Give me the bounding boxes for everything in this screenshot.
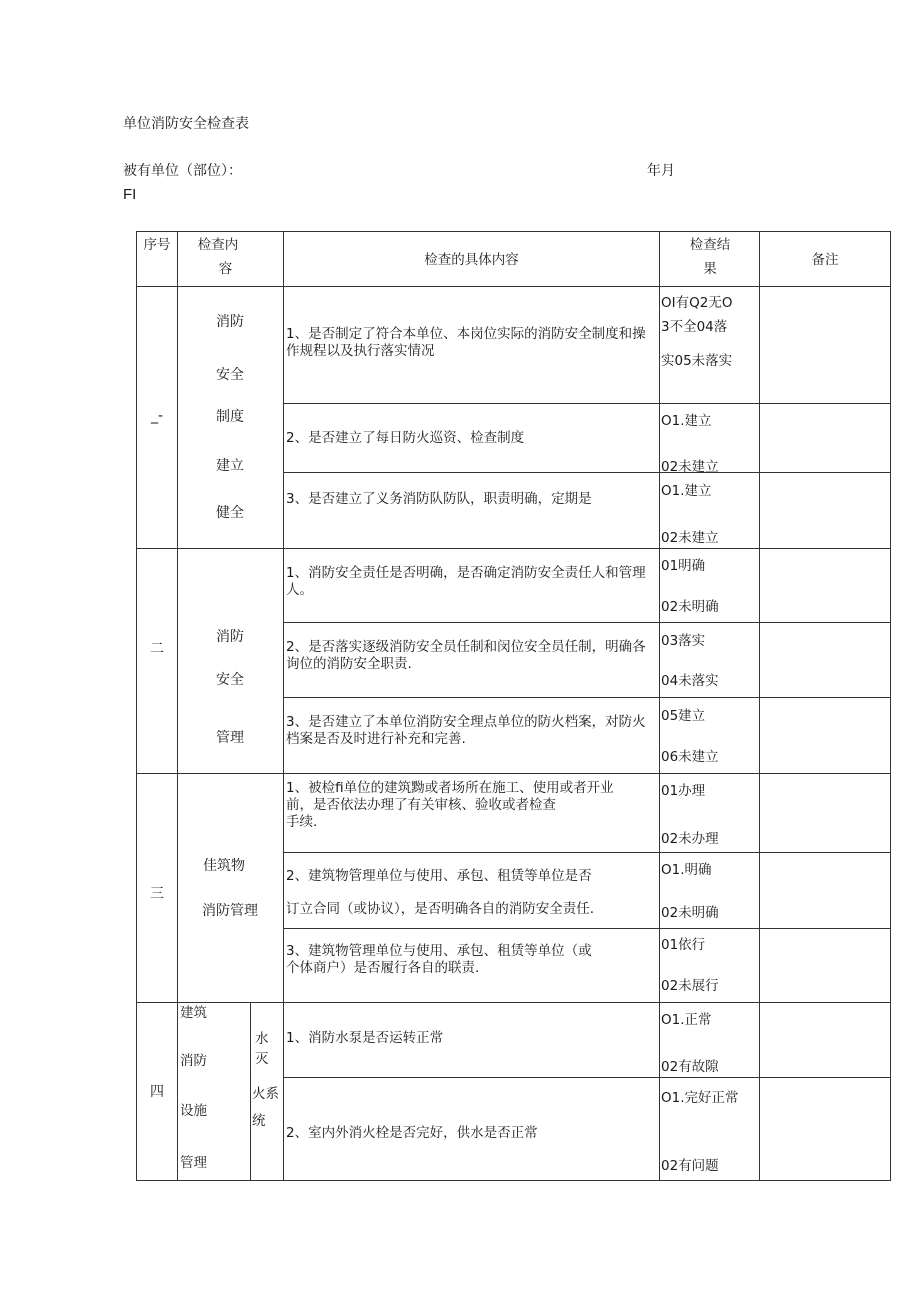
- section-divider: [136, 773, 891, 774]
- subcategory-divider: [250, 1002, 251, 1181]
- section-category: 制度: [216, 409, 244, 425]
- check-item-content: [286, 780, 658, 831]
- row-divider: [283, 622, 891, 623]
- check-result-option: O1.建立: [661, 413, 712, 429]
- header-content: 检查的具体内容: [424, 252, 519, 268]
- content-line: 1、被检fi单位的建筑黝或者场所在施工、使用或者开业: [286, 780, 614, 796]
- check-item-content: 1、消防水泵是否运转正常: [286, 1030, 444, 1046]
- row-divider: [283, 852, 891, 853]
- section-seq: 四: [150, 1084, 164, 1100]
- section-category: 管理: [216, 730, 244, 746]
- section-seq: _-: [150, 408, 164, 424]
- check-item-content: 2、是否建立了每日防火巡资、检查制度: [286, 430, 525, 446]
- section-category: 建筑: [180, 1005, 207, 1021]
- content-line: 前，是否依法办理了有关审核、验收或者检查: [286, 797, 556, 813]
- section-category: 安全: [216, 672, 244, 688]
- content-line: 手续.: [286, 814, 318, 830]
- table-border-left: [136, 231, 137, 1181]
- check-result-option: 04未落实: [661, 673, 719, 689]
- check-result-option: OI有Q2无O: [661, 295, 733, 311]
- check-result-option: 实05未落实: [661, 353, 733, 369]
- check-result-option: 02未建立: [661, 459, 719, 475]
- section-category: 管理: [180, 1155, 207, 1171]
- section-divider: [136, 1002, 891, 1003]
- table-border-bottom: [136, 1180, 891, 1181]
- section-category: 消防: [180, 1053, 207, 1069]
- section-seq: 二: [150, 641, 164, 657]
- subcategory-label: 水: [255, 1031, 269, 1047]
- row-divider: [283, 928, 891, 929]
- check-item-content: 2、室内外消火栓是否完好，供水是否正常: [286, 1125, 538, 1141]
- check-result-option: 02未明确: [661, 599, 719, 615]
- check-item-content: 1、消防安全责任是否明确，是否确定消防安全责任人和管理人。: [286, 565, 646, 598]
- section-category: 消防: [216, 314, 244, 330]
- section-category: 消防管理: [202, 903, 258, 919]
- row-divider: [283, 1077, 891, 1078]
- row-divider: [283, 403, 891, 404]
- table-col-divider: [283, 231, 284, 1181]
- content-line: 订立合同（或协议），是否明确各自的消防安全责任.: [286, 901, 595, 917]
- section-divider: [136, 548, 891, 549]
- check-result-option: 05建立: [661, 708, 706, 724]
- check-item-content: [286, 943, 658, 977]
- check-item-content: 3、是否建立了本单位消防安全理点单位的防火档案，对防火档案是否及时进行补充和完善.: [286, 714, 646, 747]
- check-result-option: 02未展行: [661, 978, 719, 994]
- check-result-option: 02未明确: [661, 905, 719, 921]
- section-category: 设施: [180, 1103, 207, 1119]
- check-result-option: O1.建立: [661, 483, 712, 499]
- check-result-option: 02未建立: [661, 530, 719, 546]
- check-result-option: 02有问题: [661, 1158, 719, 1174]
- check-result-option: 01依行: [661, 937, 706, 953]
- row-divider: [283, 697, 891, 698]
- check-result-option: 01明确: [661, 558, 706, 574]
- check-result-option: 03落实: [661, 633, 706, 649]
- header-result-line2: 果: [703, 261, 717, 277]
- check-result-option: 02未办理: [661, 831, 719, 847]
- table-border-top: [136, 231, 891, 232]
- check-result-option: 06未建立: [661, 749, 719, 765]
- check-result-option: O1.正常: [661, 1012, 712, 1028]
- subcategory-label: 灭: [255, 1051, 269, 1067]
- subcategory-label: 火系: [252, 1086, 279, 1102]
- header-notes: 备注: [811, 252, 839, 268]
- section-category: 安全: [216, 367, 244, 383]
- fi-text: FI: [123, 186, 137, 203]
- section-category: 消防: [216, 629, 244, 645]
- header-category-line1: 检查内: [197, 237, 239, 253]
- table-col-divider: [659, 231, 660, 1181]
- content-line: 3、建筑物管理单位与使用、承包、租赁等单位（或: [286, 943, 592, 959]
- content-line: 个体商户）是否履行各自的联责.: [286, 960, 480, 976]
- check-item-content: 1、是否制定了符合本单位、本岗位实际的消防安全制度和操作规程以及执行落实情况: [286, 326, 646, 359]
- section-category: 佳筑物: [203, 858, 245, 874]
- row-divider: [283, 472, 891, 473]
- check-item-content: 2、是否落实逐级消防安全员任制和闵位安全员任制，明确各询位的消防安全职责.: [286, 639, 646, 672]
- content-line: 2、建筑物管理单位与使用、承包、租赁等单位是否: [286, 868, 592, 884]
- check-result-option: 02有故隙: [661, 1059, 719, 1075]
- table-col-divider: [759, 231, 760, 1181]
- document-title: 单位消防安全检查表: [123, 116, 249, 132]
- check-result-option: 3不全04落: [661, 319, 728, 335]
- subcategory-label: 统: [252, 1113, 266, 1129]
- section-seq: 三: [150, 886, 164, 902]
- date-label: 年月: [647, 163, 675, 179]
- header-divider: [136, 286, 891, 287]
- check-result-option: O1.明确: [661, 862, 712, 878]
- inspected-unit-label: 被有单位（部位）：: [123, 163, 242, 179]
- section-category: 建立: [216, 458, 244, 474]
- header-seq: 序号: [143, 237, 171, 253]
- check-item-content: [286, 868, 658, 918]
- check-result-option: 01办理: [661, 783, 706, 799]
- check-item-content: 3、是否建立了义务消防队防队，职责明确，定期是: [286, 491, 592, 507]
- header-category-line2: 容: [218, 261, 233, 277]
- table-border-right: [890, 231, 891, 1181]
- section-category: 健全: [216, 505, 244, 521]
- check-result-option: O1.完好正常: [661, 1090, 739, 1106]
- header-result-line1: 检查结: [689, 237, 731, 253]
